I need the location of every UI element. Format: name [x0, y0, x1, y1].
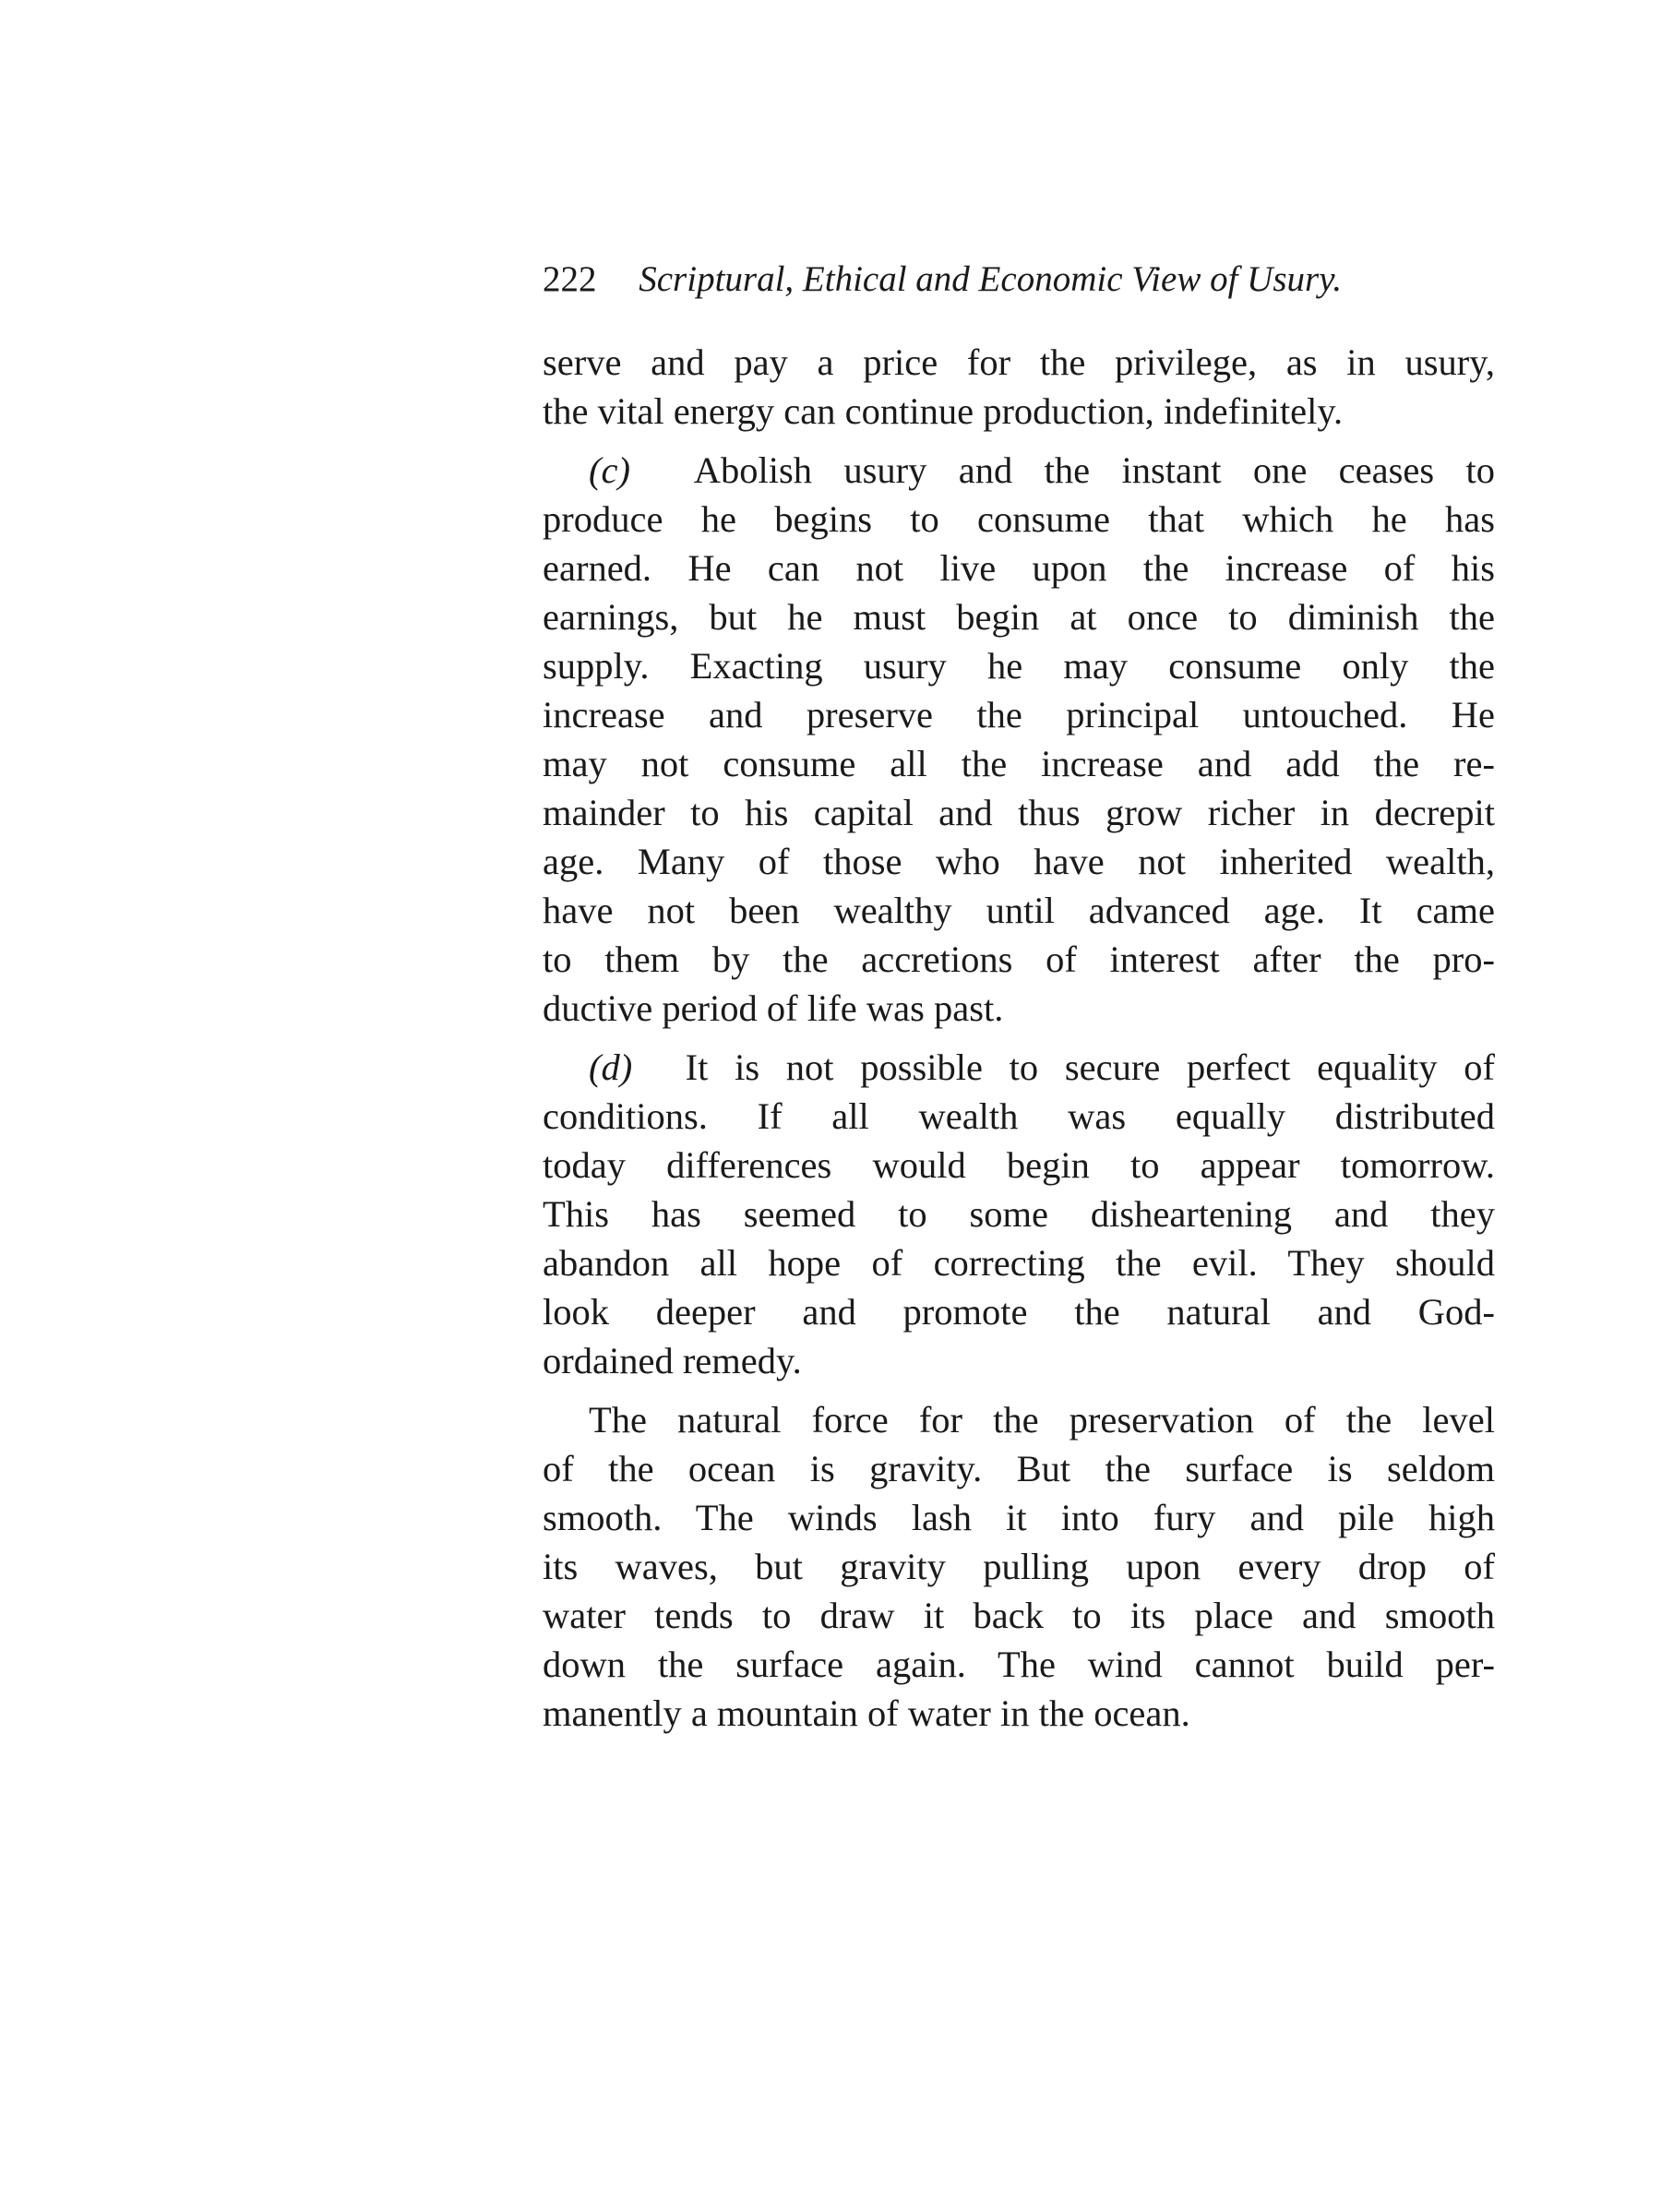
paragraph-continuation	[543, 338, 1495, 436]
text-line: ordained remedy.	[543, 1340, 802, 1381]
text-line: look deeper and promote the natural and God-	[543, 1291, 1495, 1333]
text-line: water tends to draw it back to its place and smooth	[543, 1595, 1495, 1636]
body-text	[543, 338, 1495, 1748]
paragraph-marker: (d)	[589, 1046, 633, 1088]
text-line: manently a mountain of water in the ocean.	[543, 1692, 1190, 1734]
running-title: Scriptural, Ethical and Economic View of Usury.	[639, 259, 1343, 299]
text-line: earnings, but he must begin at once to diminish the	[543, 596, 1495, 638]
running-header	[543, 257, 1465, 303]
text-line: produce he begins to consume that which he has	[543, 498, 1495, 540]
text-line-content: Abolish usury and the instant one ceases to	[693, 449, 1495, 491]
text-line: abandon all hope of correcting the evil. They should	[543, 1242, 1495, 1284]
text-line: down the surface again. The wind cannot build per-	[543, 1644, 1495, 1685]
text-line: its waves, but gravity pulling upon every drop of	[543, 1546, 1495, 1587]
paragraph-c	[543, 446, 1495, 1033]
text-line: to them by the accretions of interest after the pro-	[543, 939, 1495, 980]
text-line: may not consume all the increase and add the re-	[543, 743, 1495, 784]
text-line: age. Many of those who have not inherited wealth,	[543, 841, 1495, 882]
text-line: ductive period of life was past.	[543, 987, 1004, 1029]
text-line: earned. He can not live upon the increase of his	[543, 547, 1495, 589]
text-line: of the ocean is gravity. But the surface is seldom	[543, 1448, 1495, 1489]
text-line: supply. Exacting usury he may consume only the	[543, 645, 1495, 687]
text-line: mainder to his capital and thus grow richer in decrepit	[543, 792, 1495, 833]
paragraph-d	[543, 1043, 1495, 1385]
text-line: This has seemed to some disheartening and they	[543, 1193, 1495, 1235]
text-line	[543, 446, 1495, 495]
paragraph-ocean	[543, 1395, 1495, 1738]
text-line	[543, 1043, 1495, 1092]
paragraph-marker: (c)	[589, 449, 630, 491]
text-line: have not been wealthy until advanced age. It came	[543, 890, 1495, 931]
text-line: increase and preserve the principal untouched. He	[543, 694, 1495, 735]
text-line: serve and pay a price for the privilege, as in usury,	[543, 341, 1495, 383]
text-line: conditions. If all wealth was equally distributed	[543, 1095, 1495, 1137]
text-line: the vital energy can continue production, indefinitely.	[543, 390, 1344, 432]
page-number: 222	[543, 259, 597, 299]
text-line-content: It is not possible to secure perfect equality of	[685, 1046, 1495, 1088]
text-line: smooth. The winds lash it into fury and pile high	[543, 1497, 1495, 1538]
text-line: today differences would begin to appear tomorrow.	[543, 1144, 1495, 1186]
text-line	[543, 1395, 1495, 1444]
text-line-content: The natural force for the preservation of the level	[589, 1399, 1495, 1441]
